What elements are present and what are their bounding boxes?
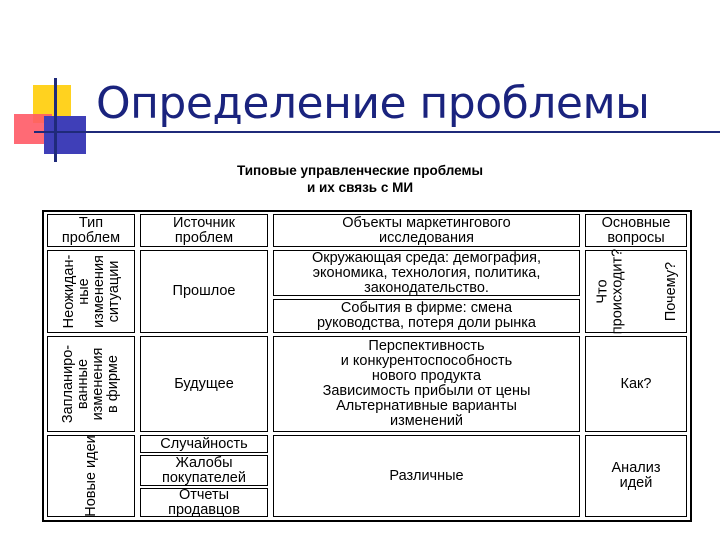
header-research-objects: Объекты маркетингового исследования (273, 214, 580, 247)
row3-source-complaints: Жалобы покупателей (140, 455, 268, 486)
header-problem-type: Тип проблем (47, 214, 135, 247)
header-main-questions: Основные вопросы (585, 214, 687, 247)
header-problem-source: Источник проблем (140, 214, 268, 247)
slide-title: Определение проблемы (96, 78, 650, 129)
row2-type-text: Запланиро- ванные изменения в фирме (60, 344, 121, 424)
table-caption-line1: Типовые управленческие проблемы (237, 163, 483, 178)
row1-source: Прошлое (140, 250, 268, 333)
decor-horizontal-line (34, 131, 720, 133)
row3-type-text: Новые идеи (82, 435, 99, 517)
row2-objects: Перспективность и конкурентоспособность нового продукта Зависимость прибыли от цены Альтернативные варианты изменений (273, 336, 580, 432)
row1-type-text: Неожидан- ные изменения ситуации (60, 254, 122, 329)
row3-source-sales-reports: Отчеты продавцов (140, 488, 268, 517)
row1-question-why: Почему? (663, 261, 679, 322)
row2-question: Как? (585, 336, 687, 432)
row3-question: Анализ идей (585, 435, 687, 517)
row3-objects: Различные (273, 435, 580, 517)
table-caption-line2: и их связь с МИ (306, 180, 414, 195)
row1-question-what: Что происходит? (594, 248, 625, 335)
row1-objects-environment: Окружающая среда: демография, экономика, технология, политика, законодательство. (273, 250, 580, 296)
row3-source-chance: Случайность (140, 435, 268, 453)
decor-vertical-line (54, 78, 57, 162)
row2-source: Будущее (140, 336, 268, 432)
row1-objects-company-events: События в фирме: смена руководства, потеря доли рынка (273, 299, 580, 333)
decor-blue-square (44, 116, 86, 154)
